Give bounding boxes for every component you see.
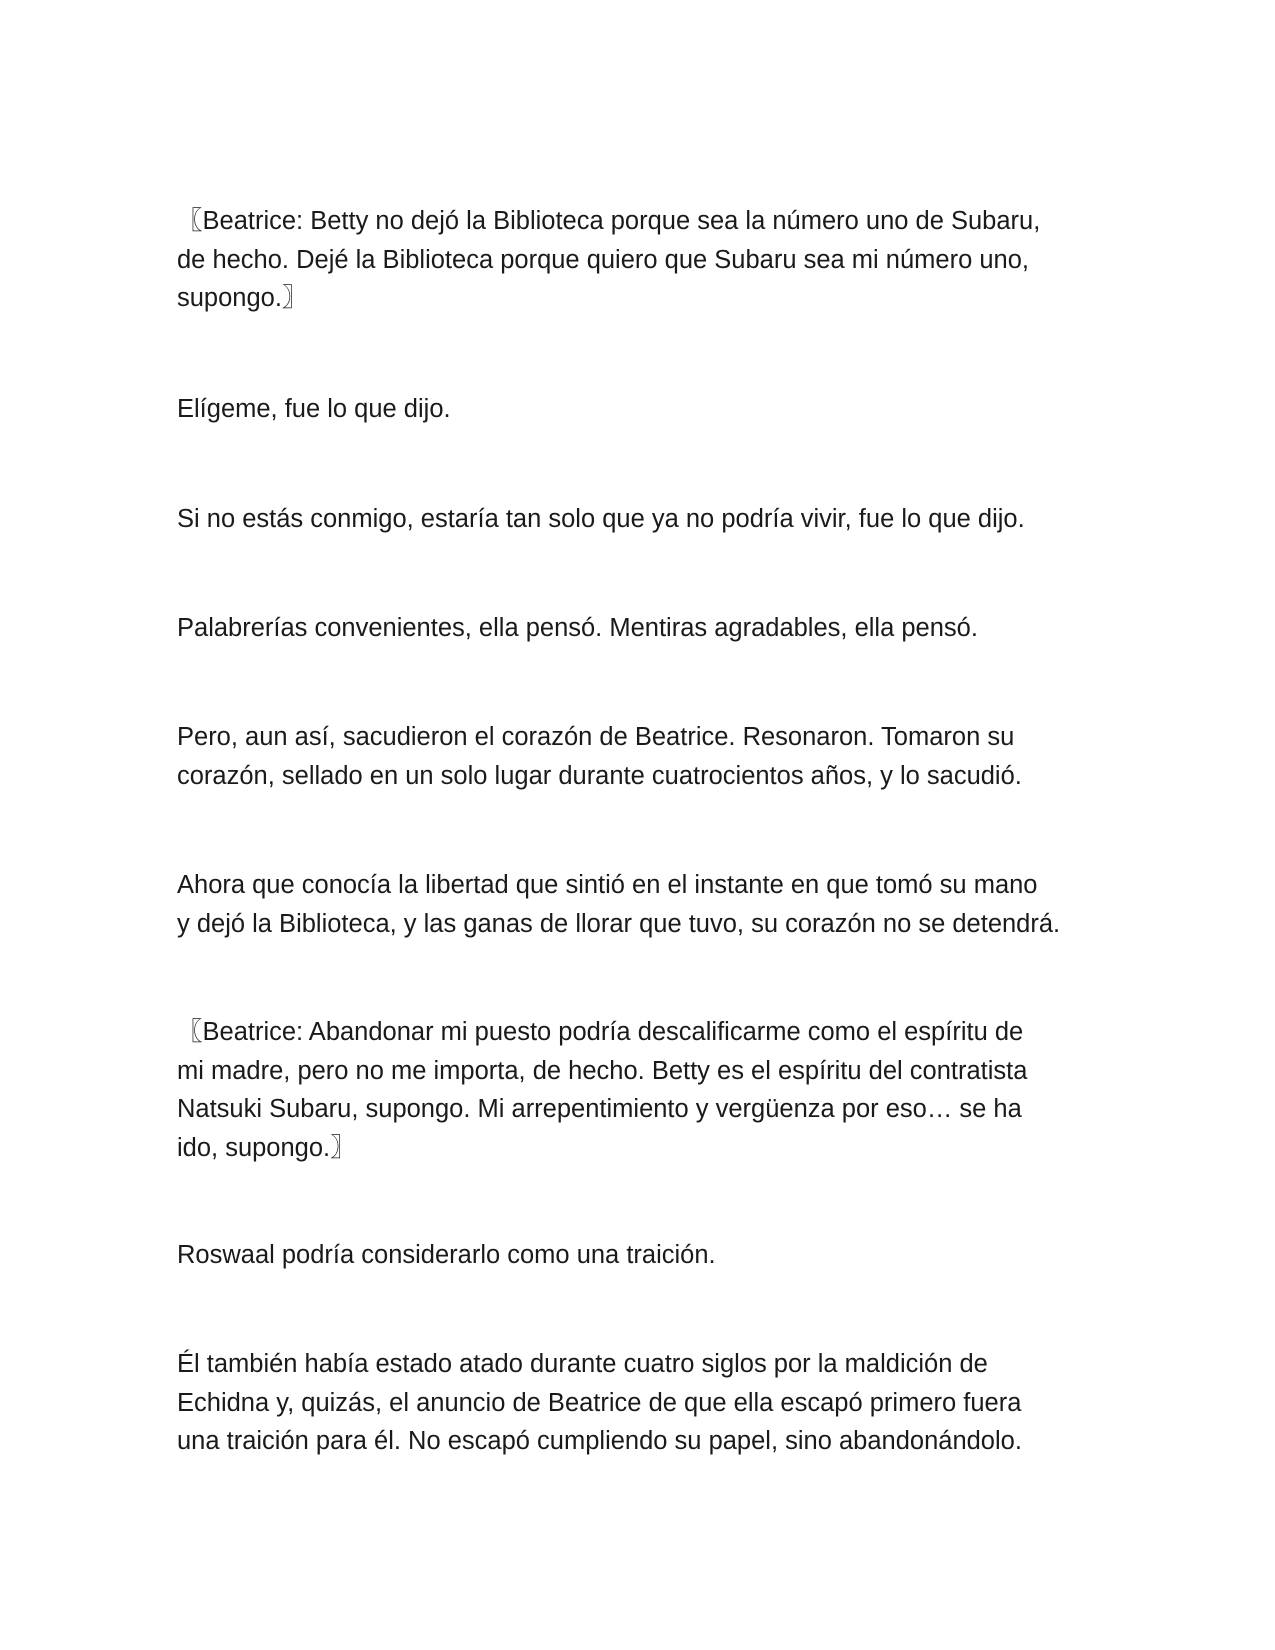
text-line: 〖Beatrice: Abandonar mi puesto podría descalificarme como el espíritu de: [177, 1018, 1024, 1046]
paragraph-beatrice-quote-2: [177, 1013, 1117, 1167]
paragraph-si-no-estas: [177, 500, 1117, 539]
text-line: de hecho. Dejé la Biblioteca porque quiero que Subaru sea mi número uno,: [177, 245, 1029, 274]
paragraph-pero-aun-asi: [177, 718, 1117, 795]
text-line: Pero, aun así, sacudieron el corazón de Beatrice. Resonaron. Tomaron su: [177, 723, 1015, 751]
text-line: Palabrerías convenientes, ella pensó. Mentiras agradables, ella pensó.: [177, 614, 978, 642]
text-line: mi madre, pero no me importa, de hecho. Betty es el espíritu del contratista: [177, 1056, 1028, 1085]
text-line: Elígeme, fue lo que dijo.: [177, 395, 451, 423]
text-line: Roswaal podría considerarlo como una traición.: [177, 1241, 716, 1269]
text-line: Si no estás conmigo, estaría tan solo que ya no podría vivir, fue lo que dijo.: [177, 505, 1025, 533]
text-line: corazón, sellado en un solo lugar durante cuatrocientos años, y lo sacudió.: [177, 761, 1022, 790]
paragraph-ahora-que: [177, 866, 1117, 943]
text-line: Él también había estado atado durante cuatro siglos por la maldición de: [177, 1350, 988, 1378]
text-line: y dejó la Biblioteca, y las ganas de llorar que tuvo, su corazón no se detendrá.: [177, 909, 1061, 938]
text-line: supongo.〗: [177, 284, 308, 312]
paragraph-roswaal: [177, 1236, 1117, 1275]
text-line: ido, supongo.〗: [177, 1133, 356, 1162]
paragraph-beatrice-quote-1: [177, 202, 1117, 318]
text-line: 〖Beatrice: Betty no dejó la Biblioteca porque sea la número uno de Subaru,: [177, 207, 1041, 235]
paragraph-eligeme: [177, 390, 1117, 429]
text-line: una traición para él. No escapó cumpliendo su papel, sino abandonándolo.: [177, 1427, 1022, 1455]
text-line: Echidna y, quizás, el anuncio de Beatrice de que ella escapó primero fuera: [177, 1388, 1022, 1417]
text-line: Ahora que conocía la libertad que sintió en el instante en que tomó su mano: [177, 871, 1038, 899]
paragraph-el-tambien: [177, 1345, 1117, 1461]
paragraph-palabrerias: [177, 609, 1117, 648]
text-line: Natsuki Subaru, supongo. Mi arrepentimiento y vergüenza por eso… se ha: [177, 1095, 1022, 1123]
